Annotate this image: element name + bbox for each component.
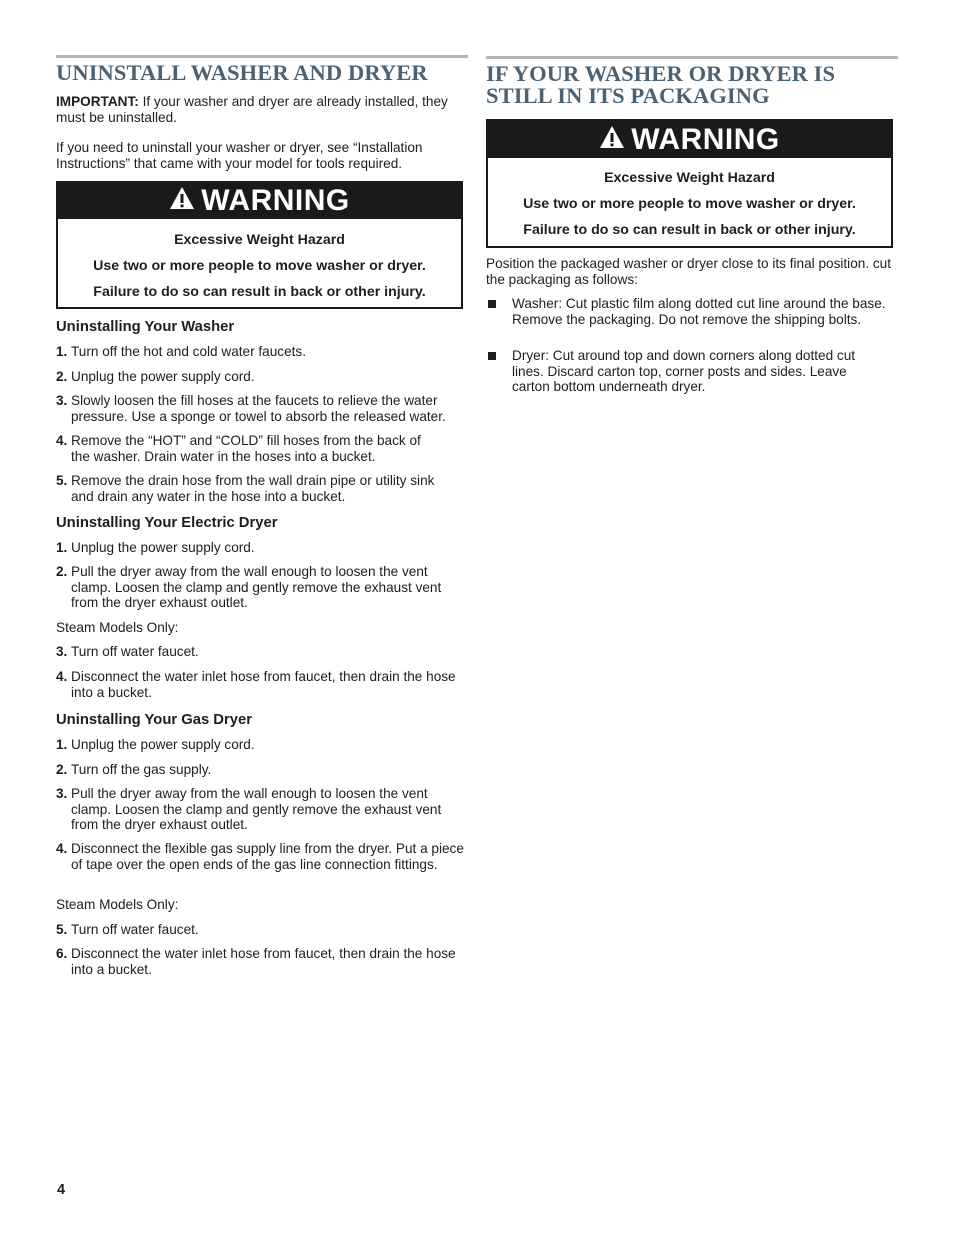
step-number: 4. — [56, 669, 68, 684]
warning-line-1: Use two or more people to move washer or dryer. — [93, 258, 426, 274]
bullet-text: Dryer: Cut around top and down corners along dotted cut lines. Discard carton top, corner posts and sides. Leave carton bottom underneath dryer. — [512, 348, 856, 395]
step-text: Disconnect the flexible gas supply line from the dryer. Put a piece of tape over the open ends of the gas line connection fittings. — [71, 841, 464, 872]
square-bullet-icon — [488, 300, 496, 308]
list-item — [56, 644, 466, 660]
warning-triangle-icon — [169, 184, 201, 218]
list-item — [56, 737, 466, 753]
steam-note: Steam Models Only: — [56, 620, 179, 635]
warning-box — [486, 119, 893, 248]
step-text: Unplug the power supply cord. — [71, 369, 255, 384]
step-number: 2. — [56, 564, 68, 579]
step-number: 1. — [56, 540, 68, 555]
warning-box — [56, 181, 463, 309]
section-divider — [56, 55, 468, 58]
warning-hazard: Excessive Weight Hazard — [604, 170, 775, 186]
step-text: Disconnect the water inlet hose from faucet, then drain the hose into a bucket. — [71, 669, 456, 700]
list-item — [486, 348, 886, 395]
warning-body — [58, 232, 461, 300]
list-item — [56, 669, 466, 700]
list-item — [56, 473, 458, 504]
section-divider — [486, 56, 898, 59]
list-item — [56, 922, 466, 938]
step-text: Slowly loosen the fill hoses at the faucets to relieve the water pressure. Use a sponge or towel to absorb the released water. — [71, 393, 446, 424]
step-text: Remove the “HOT” and “COLD” fill hoses from the back of the washer. Drain water in the hoses into a bucket. — [71, 433, 421, 464]
step-number: 4. — [56, 841, 68, 856]
step-number: 1. — [56, 737, 68, 752]
step-text: Turn off the gas supply. — [71, 762, 212, 777]
washer-heading: Uninstalling Your Washer — [56, 319, 235, 335]
step-text: Remove the drain hose from the wall drain pipe or utility sink and drain any water in the hose into a bucket. — [71, 473, 435, 504]
step-text: Pull the dryer away from the wall enough to loosen the vent clamp. Loosen the clamp and gently remove the exhaust vent from the dryer exhaust outlet. — [71, 564, 442, 611]
warning-header — [58, 183, 461, 219]
section-title-packaging: IF YOUR WASHER OR DRYER IS STILL IN ITS PACKAGING — [486, 61, 836, 108]
warning-body — [488, 170, 891, 238]
page-number: 4 — [57, 1182, 66, 1198]
section-title-uninstall: UNINSTALL WASHER AND DRYER — [56, 60, 428, 85]
step-text: Turn off water faucet. — [71, 922, 199, 937]
step-number: 5. — [56, 922, 68, 937]
steam-note: Steam Models Only: — [56, 897, 179, 912]
step-number: 3. — [56, 786, 68, 801]
list-item — [486, 296, 886, 327]
step-text: Turn off the hot and cold water faucets. — [71, 344, 307, 359]
list-item — [56, 393, 466, 424]
gas-dryer-heading: Uninstalling Your Gas Dryer — [56, 712, 252, 728]
step-number: 2. — [56, 369, 68, 384]
step-number: 6. — [56, 946, 68, 961]
step-text: Pull the dryer away from the wall enough to loosen the vent clamp. Loosen the clamp and gently remove the exhaust vent from the dryer exhaust outlet. — [71, 786, 442, 833]
step-text: Unplug the power supply cord. — [71, 540, 255, 555]
step-text: Unplug the power supply cord. — [71, 737, 255, 752]
list-item — [56, 344, 466, 360]
warning-line-2: Failure to do so can result in back or other injury. — [523, 222, 856, 238]
step-text: Turn off water faucet. — [71, 644, 199, 659]
list-item — [56, 786, 466, 833]
warning-header — [488, 121, 891, 158]
list-item — [56, 762, 466, 778]
list-item — [56, 841, 466, 872]
warning-title: WARNING — [631, 122, 780, 156]
warning-line-1: Use two or more people to move washer or dryer. — [523, 196, 856, 212]
important-note — [56, 94, 466, 126]
bullet-text: Washer: Cut plastic film along dotted cut line around the base. Remove the packaging. Do not remove the shipping bolts. — [512, 296, 886, 327]
warning-triangle-icon — [599, 123, 631, 157]
list-item — [56, 946, 466, 977]
list-item — [56, 564, 466, 611]
intro-text: If you need to uninstall your washer or dryer, see “Installation Instructions” that came with your model for tools required. — [56, 140, 423, 171]
step-number: 4. — [56, 433, 68, 448]
packaging-intro: Position the packaged washer or dryer close to its final position. cut the packaging as follows: — [486, 256, 892, 287]
list-item — [56, 540, 466, 556]
electric-dryer-heading: Uninstalling Your Electric Dryer — [56, 515, 278, 531]
list-item — [56, 369, 466, 385]
square-bullet-icon — [488, 352, 496, 360]
step-number: 3. — [56, 393, 68, 408]
step-text: Disconnect the water inlet hose from faucet, then drain the hose into a bucket. — [71, 946, 456, 977]
important-label: IMPORTANT: — [56, 94, 139, 109]
step-number: 2. — [56, 762, 68, 777]
important-text: If your washer and dryer are already installed, they must be uninstalled. — [56, 94, 448, 125]
warning-title: WARNING — [201, 184, 350, 217]
step-number: 1. — [56, 344, 68, 359]
step-number: 3. — [56, 644, 68, 659]
list-item — [56, 433, 431, 464]
warning-hazard: Excessive Weight Hazard — [174, 232, 345, 248]
step-number: 5. — [56, 473, 68, 488]
warning-line-2: Failure to do so can result in back or other injury. — [93, 284, 426, 300]
